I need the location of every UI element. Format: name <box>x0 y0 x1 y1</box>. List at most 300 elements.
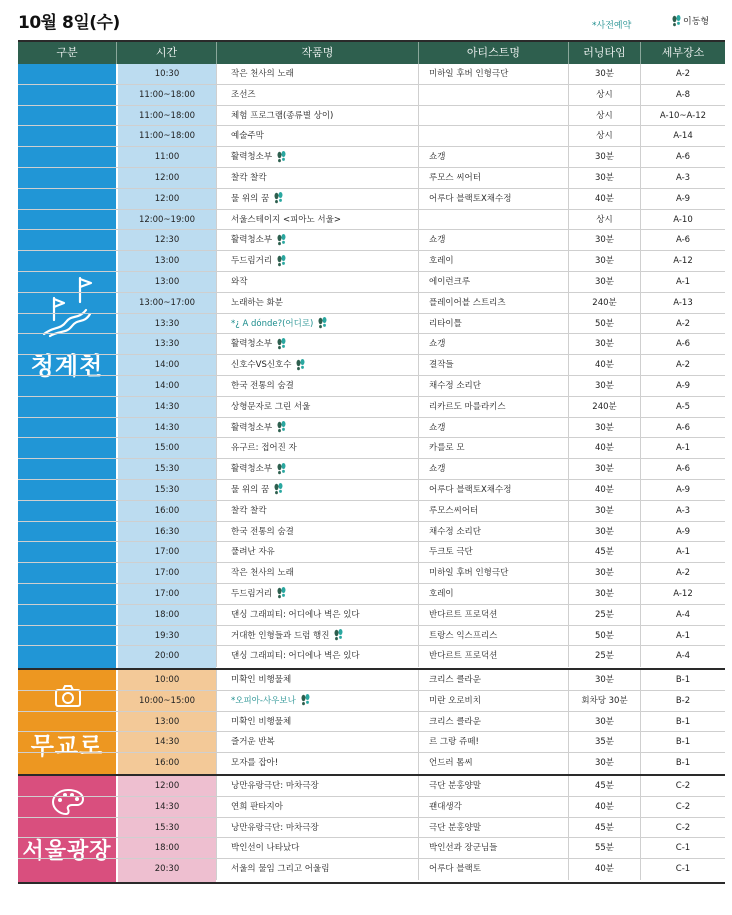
cell-location-text: A-13 <box>673 297 693 308</box>
header-category: 구분 <box>56 46 78 59</box>
cell-location-text: B-1 <box>675 758 691 769</box>
cell-artist-text: 박인선과 장군님들 <box>429 843 498 854</box>
cell-location <box>640 147 725 168</box>
footprints-icon <box>274 483 283 495</box>
cell-location-text: A-6 <box>675 464 691 475</box>
cell-title-text: 상형문자로 그린 서울 <box>231 401 311 412</box>
cell-location <box>640 797 725 818</box>
cell-artist <box>418 272 568 293</box>
cell-location-text: B-1 <box>675 675 691 685</box>
cell-location-text: A-9 <box>675 484 691 495</box>
cell-runtime <box>568 732 640 753</box>
cell-title-text: 물 위의 꿈 <box>231 193 270 204</box>
cell-artist-text: 미하일 후버 인형극단 <box>429 568 509 579</box>
cell-artist-text: 쇼갱 <box>429 422 446 433</box>
footprints-icon <box>274 192 283 204</box>
cell-location-text: C-2 <box>675 781 691 791</box>
cell-title <box>216 106 418 127</box>
cell-time <box>118 459 216 480</box>
cell-location-text: B-1 <box>675 716 691 727</box>
cell-location-text: A-10~A-12 <box>659 110 707 121</box>
cell-time-text: 14:00 <box>154 360 180 371</box>
cell-title-text: 노래하는 화분 <box>231 297 283 308</box>
cell-artist <box>418 459 568 480</box>
schedule-table <box>18 40 725 884</box>
footprints-icon <box>301 694 310 706</box>
cell-runtime <box>568 563 640 584</box>
cell-location-text: A-6 <box>675 339 691 350</box>
table-row <box>18 838 725 859</box>
cell-artist <box>418 818 568 839</box>
cell-runtime-text: 상시 <box>596 89 613 100</box>
cell-time-text: 12:00~19:00 <box>138 214 196 225</box>
cell-time <box>118 753 216 774</box>
cell-title <box>216 584 418 605</box>
cell-artist-text: 루모스 씨어터 <box>429 172 481 183</box>
cell-time-text: 13:00~17:00 <box>138 297 196 308</box>
cell-title-text: 한국 전통의 숨결 <box>231 526 294 537</box>
cell-title-text: 미확인 비행물체 <box>231 675 292 685</box>
cell-time <box>118 376 216 397</box>
header-location: 세부장소 <box>640 42 725 64</box>
page-title: 10월 8일(수) <box>18 13 120 33</box>
cell-time-text: 11:00~18:00 <box>138 131 196 142</box>
cell-artist-text: 트랑스 익스프리스 <box>429 630 498 641</box>
cell-title-text: 활력청소부 <box>231 235 273 246</box>
cell-title-text: 활력청소부 <box>231 339 273 350</box>
section-seoul-plaza <box>18 776 725 882</box>
cell-runtime <box>568 126 640 147</box>
cell-location-text: C-2 <box>675 801 691 812</box>
cell-title-text: 찰칵 찰칵 <box>231 172 267 183</box>
cell-artist <box>418 501 568 522</box>
table-row <box>18 691 725 712</box>
cell-time <box>118 563 216 584</box>
cell-time-text: 16:30 <box>154 526 180 537</box>
cell-artist <box>418 126 568 147</box>
cell-runtime <box>568 230 640 251</box>
cell-runtime <box>568 147 640 168</box>
cell-artist-text: 리카르도 마를라키스 <box>429 401 506 412</box>
cell-title-text: 미확인 비행물체 <box>231 716 292 727</box>
cell-location <box>640 691 725 712</box>
cell-runtime-text: 30분 <box>594 339 615 350</box>
cell-runtime-text: 25분 <box>594 609 615 620</box>
cell-title <box>216 626 418 647</box>
cell-title <box>216 522 418 543</box>
cell-runtime-text: 30분 <box>594 568 615 579</box>
cell-time <box>118 605 216 626</box>
cell-time-text: 13:00 <box>154 276 180 287</box>
cell-time <box>118 732 216 753</box>
cell-time-text: 15:30 <box>154 464 180 475</box>
top-bar <box>0 0 732 40</box>
cell-location <box>640 189 725 210</box>
table-row <box>18 272 725 293</box>
cell-title <box>216 147 418 168</box>
cell-time-text: 13:00 <box>154 256 180 267</box>
section-cheonggyecheon <box>18 64 725 668</box>
cell-artist-text: 쇼갱 <box>429 235 446 246</box>
cell-location-text: A-6 <box>675 422 691 433</box>
cell-title-text: 댄싱 그래피티: 어디에나 벽은 있다 <box>231 609 360 620</box>
cell-location <box>640 584 725 605</box>
cell-location-text: A-6 <box>675 235 691 246</box>
footprints-icon <box>296 359 305 371</box>
cell-title-text: 한국 전통의 숨결 <box>231 380 294 391</box>
cell-title-text: *오피아-사우보나 <box>231 695 296 706</box>
cell-location-text: A-12 <box>673 256 693 267</box>
cell-time-text: 11:00~18:00 <box>138 89 196 100</box>
cell-time <box>118 670 216 691</box>
cell-time-text: 15:30 <box>154 822 180 833</box>
cell-time <box>118 438 216 459</box>
cell-location <box>640 376 725 397</box>
cell-time-text: 19:30 <box>154 630 180 641</box>
cell-location-text: B-2 <box>675 695 691 706</box>
header-title: 작품명 <box>216 42 418 64</box>
cell-title <box>216 838 418 859</box>
cell-title-text: 서울의 물임 그리고 어울림 <box>231 864 330 875</box>
table-row <box>18 542 725 563</box>
cell-time <box>118 106 216 127</box>
cell-artist <box>418 314 568 335</box>
cell-title <box>216 776 418 797</box>
cell-time-text: 18:00 <box>154 609 180 620</box>
footprints-icon <box>672 15 681 27</box>
cell-title-text: 조선즈 <box>231 89 256 100</box>
cell-title <box>216 438 418 459</box>
cell-time-text: 14:30 <box>154 422 180 433</box>
cell-title <box>216 126 418 147</box>
cell-time-text: 20:00 <box>154 651 180 662</box>
cell-runtime <box>568 480 640 501</box>
section-label-mugyoro: 무교로 <box>30 732 104 760</box>
table-row <box>18 85 725 106</box>
cell-location <box>640 314 725 335</box>
cell-artist-text: 루모스씨어터 <box>429 505 479 516</box>
cell-runtime <box>568 584 640 605</box>
cell-runtime-text: 50분 <box>594 318 615 329</box>
table-row <box>18 626 725 647</box>
footprints-icon <box>277 151 286 163</box>
cell-artist <box>418 147 568 168</box>
cell-time <box>118 646 216 667</box>
cell-title <box>216 542 418 563</box>
cell-title <box>216 797 418 818</box>
cell-runtime <box>568 418 640 439</box>
cell-artist-text: 언드러 톰씨 <box>429 758 473 769</box>
table-row <box>18 251 725 272</box>
cell-time <box>118 293 216 314</box>
cell-runtime-text: 30분 <box>594 505 615 516</box>
cell-location-text: A-9 <box>675 193 691 204</box>
cell-time-text: 13:30 <box>154 318 180 329</box>
table-row <box>18 397 725 418</box>
cell-artist <box>418 480 568 501</box>
table-row <box>18 670 725 691</box>
table-row <box>18 712 725 733</box>
cell-runtime-text: 30분 <box>594 464 615 475</box>
cell-location <box>640 438 725 459</box>
cell-artist <box>418 251 568 272</box>
section-label-cheonggyecheon: 청계천 <box>30 352 104 380</box>
cell-artist-text: 극단 분홍양말 <box>429 781 481 791</box>
cell-artist-text: 결작들 <box>429 360 454 371</box>
cell-location <box>640 106 725 127</box>
table-row <box>18 230 725 251</box>
header-time: 시간 <box>116 42 216 64</box>
cell-runtime <box>568 605 640 626</box>
cell-location <box>640 542 725 563</box>
cell-location <box>640 626 725 647</box>
cell-time <box>118 230 216 251</box>
cell-title-text: 풀려난 자유 <box>231 547 275 558</box>
cell-time <box>118 838 216 859</box>
rows-cheonggyecheon <box>18 64 725 667</box>
table-row <box>18 438 725 459</box>
cell-time-text: 12:00 <box>154 781 180 791</box>
cell-location <box>640 838 725 859</box>
cell-runtime-text: 30분 <box>594 172 615 183</box>
cell-runtime <box>568 210 640 231</box>
cell-title-text: 즐거운 반복 <box>231 737 275 748</box>
cell-time <box>118 818 216 839</box>
cell-title <box>216 605 418 626</box>
cell-title-text: 낭만유랑극단: 마차극장 <box>231 781 319 791</box>
cell-time-text: 14:00 <box>154 380 180 391</box>
cell-runtime-text: 30분 <box>594 235 615 246</box>
cell-time <box>118 859 216 880</box>
cell-time-text: 12:30 <box>154 235 180 246</box>
table-row <box>18 334 725 355</box>
cell-title-text: 유구르: 접어진 자 <box>231 443 297 454</box>
cell-artist-text: 에이런크루 <box>429 276 471 287</box>
cell-runtime-text: 30분 <box>594 526 615 537</box>
cell-time <box>118 542 216 563</box>
cell-title <box>216 210 418 231</box>
cell-title-text: 댄싱 그래피티: 어디에나 벽은 있다 <box>231 651 360 662</box>
table-row <box>18 376 725 397</box>
cell-runtime-text: 240분 <box>592 297 617 308</box>
footprints-icon <box>318 317 327 329</box>
cell-title-text: 작은 천사의 노래 <box>231 69 294 79</box>
table-row <box>18 64 725 85</box>
cell-title <box>216 334 418 355</box>
cell-time <box>118 64 216 85</box>
table-row <box>18 818 725 839</box>
cell-location-text: A-10 <box>673 214 693 225</box>
cell-title-text: 활력청소부 <box>231 422 273 433</box>
cell-location <box>640 522 725 543</box>
cell-title-text: 체험 프로그램(종류별 상이) <box>231 110 334 121</box>
table-row <box>18 459 725 480</box>
cell-title <box>216 314 418 335</box>
cell-location-text: A-4 <box>675 609 691 620</box>
cell-runtime-text: 35분 <box>594 737 615 748</box>
cell-location-text: A-2 <box>675 318 691 329</box>
cell-time <box>118 418 216 439</box>
cell-location-text: A-9 <box>675 380 691 391</box>
cell-location-text: A-6 <box>675 152 691 163</box>
cell-title <box>216 859 418 880</box>
table-row <box>18 168 725 189</box>
cell-runtime-text: 상시 <box>596 214 613 225</box>
cell-time-text: 15:30 <box>154 484 180 495</box>
cell-artist-text: 호레이 <box>429 588 454 599</box>
cell-title <box>216 85 418 106</box>
cell-runtime-text: 상시 <box>596 131 613 142</box>
cell-runtime <box>568 646 640 667</box>
cell-location-text: C-1 <box>675 843 691 854</box>
cell-artist-text: 채수정 소리단 <box>429 526 481 537</box>
cell-artist-text: 미란 오로비치 <box>429 695 481 706</box>
cell-artist-text: 어루다 블랙토X채수정 <box>429 484 512 495</box>
table-row <box>18 501 725 522</box>
cell-runtime-text: 30분 <box>594 380 615 391</box>
cell-location-text: A-9 <box>675 526 691 537</box>
cell-location <box>640 501 725 522</box>
cell-runtime <box>568 355 640 376</box>
cell-location-text: C-1 <box>675 864 691 875</box>
cell-time <box>118 480 216 501</box>
table-row <box>18 189 725 210</box>
cell-artist-text: 플레이어블 스트리츠 <box>429 297 506 308</box>
cell-time <box>118 626 216 647</box>
table-row <box>18 776 725 797</box>
legend-reserve: *사전예약 <box>592 21 632 31</box>
cell-artist-text: 반다르트 프로덕션 <box>429 651 498 662</box>
cell-artist <box>418 859 568 880</box>
cell-time-text: 18:00 <box>154 843 180 854</box>
cell-location <box>640 230 725 251</box>
rows-seoul-plaza <box>18 776 725 880</box>
cell-location <box>640 859 725 880</box>
cell-artist-text: 극단 분홍양말 <box>429 822 481 833</box>
cell-runtime-text: 30분 <box>594 256 615 267</box>
cell-time <box>118 189 216 210</box>
cell-artist-text: 반다르트 프로덕션 <box>429 609 498 620</box>
cell-runtime-text: 30분 <box>594 152 615 163</box>
cell-runtime <box>568 691 640 712</box>
cell-artist <box>418 334 568 355</box>
cell-time-text: 10:00~15:00 <box>138 695 196 706</box>
cell-runtime-text: 55분 <box>594 843 615 854</box>
cell-title-text: 두드림거리 <box>231 588 273 599</box>
cell-location <box>640 251 725 272</box>
footprints-icon <box>277 338 286 350</box>
cell-artist <box>418 355 568 376</box>
cell-title-text: 두드림거리 <box>231 256 273 267</box>
cell-artist <box>418 732 568 753</box>
cell-title-text: 거대한 인형들과 드럼 행진 <box>231 630 330 641</box>
cell-runtime-text: 45분 <box>594 822 615 833</box>
table-body <box>18 64 725 884</box>
cell-time <box>118 776 216 797</box>
cell-runtime <box>568 797 640 818</box>
cell-location <box>640 418 725 439</box>
table-row <box>18 605 725 626</box>
cell-artist <box>418 168 568 189</box>
cell-runtime <box>568 776 640 797</box>
cell-time-text: 15:00 <box>154 443 180 454</box>
cell-runtime <box>568 168 640 189</box>
rows-mugyoro <box>18 670 725 774</box>
cell-title <box>216 459 418 480</box>
cell-title <box>216 272 418 293</box>
cell-location <box>640 168 725 189</box>
cell-artist-text: 리타이틀 <box>429 318 462 329</box>
cell-artist-text: 어루다 블랙토 <box>429 864 481 875</box>
cell-runtime <box>568 251 640 272</box>
cell-time-text: 17:00 <box>154 588 180 599</box>
cell-time-text: 12:00 <box>154 172 180 183</box>
cell-time <box>118 691 216 712</box>
cell-location <box>640 397 725 418</box>
cell-title-text: 찰칵 찰칵 <box>231 505 267 516</box>
cell-title <box>216 397 418 418</box>
cell-artist-text: 호레이 <box>429 256 454 267</box>
cell-title <box>216 646 418 667</box>
cell-runtime <box>568 376 640 397</box>
table-row <box>18 147 725 168</box>
cell-runtime <box>568 522 640 543</box>
cell-artist <box>418 64 568 85</box>
table-row <box>18 646 725 667</box>
cell-location <box>640 459 725 480</box>
cell-time <box>118 85 216 106</box>
cell-runtime-text: 30분 <box>594 675 615 685</box>
cell-time <box>118 168 216 189</box>
cell-location-text: A-14 <box>673 131 693 142</box>
cell-artist <box>418 376 568 397</box>
cell-runtime-text: 40분 <box>594 484 615 495</box>
cell-artist-text: 쇼갱 <box>429 152 446 163</box>
footprints-icon <box>334 629 343 641</box>
cell-artist-text: 르 그랑 쥬떼! <box>429 737 479 748</box>
cell-runtime-text: 30분 <box>594 276 615 287</box>
cell-runtime <box>568 501 640 522</box>
footprints-icon <box>277 421 286 433</box>
cell-time <box>118 797 216 818</box>
table-row <box>18 563 725 584</box>
cell-artist-text: 크리스 클라운 <box>429 675 481 685</box>
table-row <box>18 126 725 147</box>
cell-runtime <box>568 626 640 647</box>
cell-location <box>640 818 725 839</box>
table-row <box>18 418 725 439</box>
cell-time <box>118 147 216 168</box>
cell-time-text: 11:00~18:00 <box>138 110 196 121</box>
cell-runtime-text: 30분 <box>594 758 615 769</box>
cell-time-text: 10:30 <box>154 69 180 79</box>
cell-location <box>640 85 725 106</box>
cell-artist <box>418 776 568 797</box>
cell-artist <box>418 397 568 418</box>
cell-title <box>216 753 418 774</box>
cell-artist-text: 쇼갱 <box>429 339 446 350</box>
legend-move <box>672 14 709 27</box>
table-row <box>18 859 725 880</box>
cell-title <box>216 376 418 397</box>
cell-location-text: A-1 <box>675 276 691 287</box>
cell-title <box>216 251 418 272</box>
cell-title-text: *¿ A dónde?(어디로) <box>231 318 314 329</box>
table-row <box>18 210 725 231</box>
cell-artist <box>418 797 568 818</box>
cell-location-text: A-2 <box>675 360 691 371</box>
cell-time <box>118 501 216 522</box>
